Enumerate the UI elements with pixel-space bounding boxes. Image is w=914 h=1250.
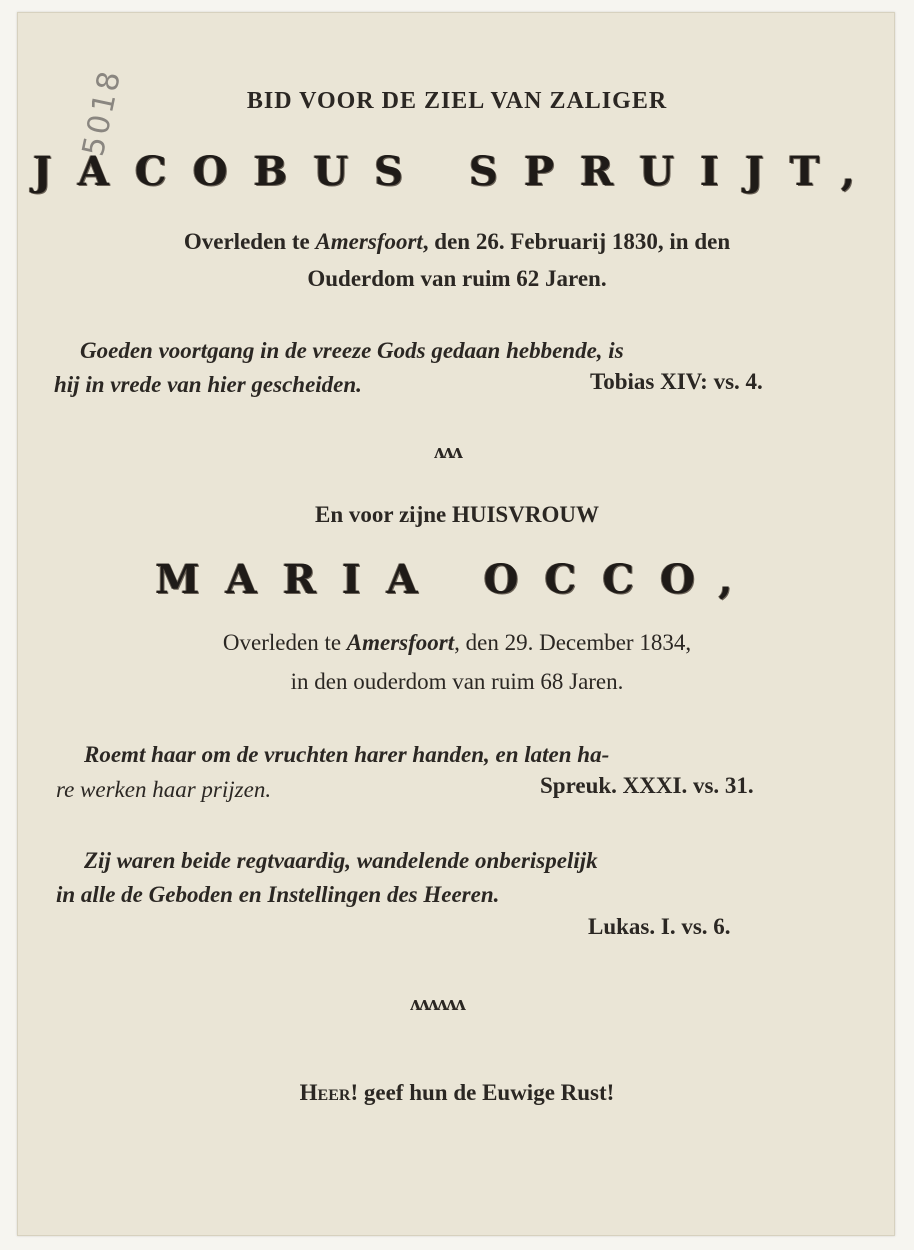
margin-note: 5018: [76, 65, 129, 160]
verse3-line2: in alle de Geboden en Instellingen des Heeren.: [56, 882, 500, 907]
death2-prefix: Overleden te: [222, 630, 347, 655]
verse3-reference: Lukas. I. vs. 6.: [588, 914, 731, 939]
death2-suffix: , den 29. December 1834,: [454, 630, 692, 655]
spouse-header: En voor zijne HUISVROUW: [315, 502, 599, 527]
memorial-card: [17, 12, 895, 1236]
header-prayer: BID VOOR DE ZIEL VAN ZALIGER: [246, 88, 668, 114]
age-line-2: in den ouderdom van ruim 68 Jaren.: [290, 669, 624, 694]
verse3-line1: Zij waren beide regtvaardig, wandelende onberispelijk: [84, 848, 598, 873]
ornament-divider-1: ʌʌʌ: [434, 438, 461, 463]
verse1-line1: Goeden voortgang in de vreeze Gods gedaan hebbende, is: [80, 338, 624, 363]
death1-place: Amersfoort: [315, 229, 423, 254]
verse1-line2: hij in vrede van hier gescheiden.: [54, 372, 362, 397]
death2-place: Amersfoort: [346, 630, 455, 655]
verse2-line2: re werken haar prijzen.: [56, 777, 272, 802]
deceased-name-1: JACOBUS SPRUIJT,: [32, 148, 882, 195]
deceased-name-2: MARIA OCCO,: [155, 556, 759, 603]
closing-rest: ! geef hun de Euwige Rust!: [350, 1080, 615, 1105]
death-line-2: [0, 630, 914, 656]
age-line-1: Ouderdom van ruim 62 Jaren.: [307, 266, 607, 291]
verse2-line1: Roemt haar om de vruchten harer handen, en laten ha-: [84, 742, 610, 767]
closing-prayer: [0, 1080, 914, 1106]
death1-prefix: Overleden te: [183, 229, 316, 254]
death-line-1: [0, 229, 914, 255]
verse2-reference: Spreuk. XXXI. vs. 31.: [540, 773, 754, 798]
verse1-reference: Tobias XIV: vs. 4.: [590, 369, 763, 394]
death1-suffix: , den 26. Februarij 1830, in den: [422, 229, 731, 254]
closing-word: Heer: [299, 1080, 351, 1105]
ornament-divider-2: ʌʌʌʌʌʌ: [410, 990, 464, 1015]
